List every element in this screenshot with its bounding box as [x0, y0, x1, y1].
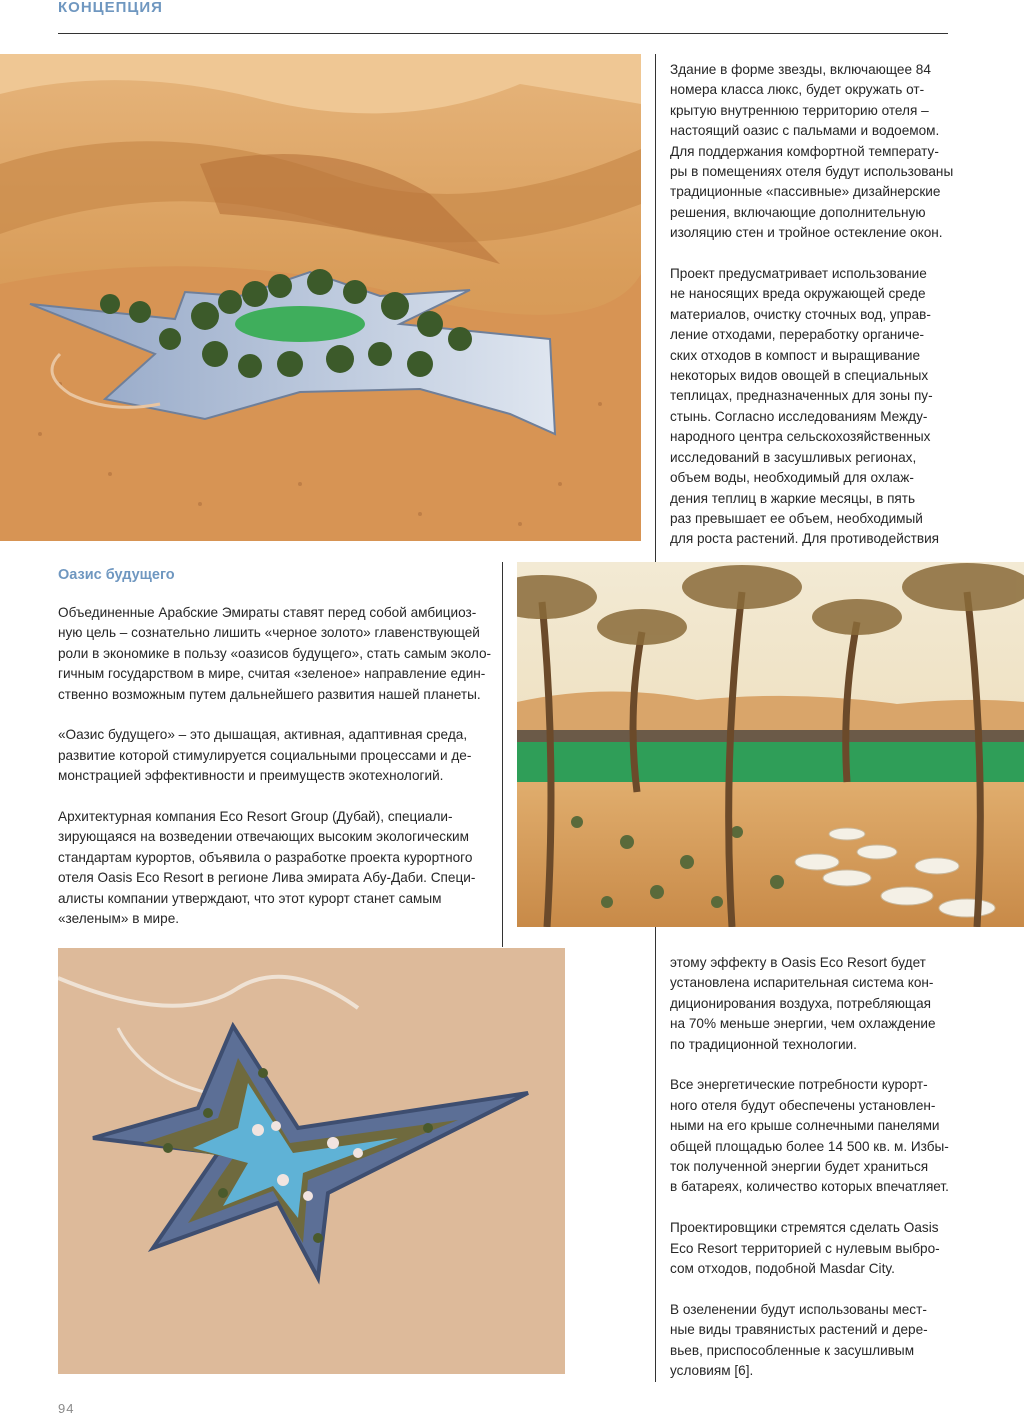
text-line: Здание в форме звезды, включающее 84 [670, 62, 931, 77]
text-line: общей площадью более 14 500 кв. м. Избы- [670, 1138, 949, 1154]
text-line: исследований в засушливых регионах, [670, 449, 917, 465]
resort-aerial-illustration [0, 54, 641, 541]
column-divider-top [655, 54, 656, 562]
text-line: зирующаяся на возведении отвечающих высоким экологическим [58, 829, 469, 845]
text-line: ные виды травянистых растений и дере- [670, 1322, 928, 1338]
paragraph-oasis-definition [58, 725, 498, 786]
text-line: по традиционной технологии. [670, 1036, 857, 1052]
text-line: алисты компании утверждают, что этот курорт станет самым [58, 890, 442, 906]
text-line: Eco Resort территорией с нулевым выбро- [670, 1240, 940, 1256]
article-subheading: Оазис будущего [58, 567, 175, 583]
left-column [58, 603, 498, 950]
text-line: монстрацией эффективности и преимуществ экотехнологий. [58, 768, 444, 784]
text-line: «Оазис будущего» – это дышащая, активная, адаптивная среда, [58, 727, 468, 743]
paragraph-cooling-system [670, 953, 970, 1055]
paragraph-landscaping [670, 1300, 970, 1382]
header-rule [58, 33, 948, 34]
text-line: ление отходами, переработку органиче- [670, 327, 925, 343]
text-line: сом отходов, подобной Masdar City. [670, 1261, 895, 1277]
text-line: некоторых видов овощей в специальных [670, 368, 929, 384]
resort-aerial-photo [0, 54, 641, 541]
oasis-palms-illustration [517, 562, 1024, 927]
text-line: Для поддержания комфортной температу- [670, 143, 939, 159]
paragraph-star-building [670, 60, 960, 244]
oasis-palms-photo [517, 562, 1024, 927]
section-label: КОНЦЕПЦИЯ [58, 0, 163, 16]
column-divider-middle [502, 562, 503, 947]
paragraph-uae-goal [58, 603, 498, 705]
resort-top-view-illustration [58, 948, 565, 1374]
text-line: Проектировщики стремятся сделать Oasis [670, 1220, 939, 1236]
paragraph-project-features [670, 264, 960, 550]
text-line: решения, включающие дополнительную [670, 204, 926, 220]
text-line: Проект предусматривает использование [670, 266, 927, 282]
text-line: Архитектурная компания Eco Resort Group (Дубай), специали- [58, 809, 453, 825]
text-line: установлена испарительная система кон- [670, 975, 934, 991]
text-line: ственно возможным путем дальнейшего развития нашей планеты. [58, 686, 481, 702]
text-line: развитие которой стимулируется социальными процессами и де- [58, 747, 472, 763]
text-line: условиям [6]. [670, 1363, 754, 1379]
text-line: для роста растений. Для противодействия [670, 531, 940, 547]
text-line: народного центра сельскохозяйственных [670, 429, 931, 445]
text-line: ток полученной энергии будет храниться [670, 1159, 929, 1175]
paragraph-eco-resort-group [58, 807, 498, 929]
text-line: стандартам курортов, объявила о разработке проекта курортного [58, 849, 473, 865]
text-line: дения теплиц в жаркие месяцы, в пять [670, 490, 916, 506]
text-line: вьев, приспособленные к засушливым [670, 1342, 915, 1358]
right-column-top [670, 60, 960, 570]
text-line: роли в экономике в пользу «оазисов будущего», стать самым эколо- [58, 645, 492, 661]
text-line: отеля Oasis Eco Resort в регионе Лива эмирата Абу-Даби. Специ- [58, 870, 476, 886]
text-line: «зеленым» в мире. [58, 911, 180, 927]
text-line: в батареях, количество которых впечатляет. [670, 1179, 949, 1195]
resort-top-view-photo [58, 948, 565, 1374]
page-number: 94 [58, 1401, 75, 1416]
text-line: гичным государством в мире, считая «зеленое» направление един- [58, 666, 486, 682]
text-line: стынь. Согласно исследованиям Между- [670, 408, 928, 424]
paragraph-solar-energy [670, 1075, 970, 1197]
text-line: ры в помещениях отеля будут использованы [670, 164, 954, 180]
text-line: ских отходов в компост и выращивание [670, 347, 921, 363]
text-line: теплицах, предназначенных для зоны пу- [670, 388, 933, 404]
text-line: раз превышает ее объем, необходимый [670, 510, 923, 526]
paragraph-zero-waste [670, 1218, 970, 1279]
text-line: на 70% меньше энергии, чем охлаждение [670, 1016, 936, 1032]
text-line: ными на его крыше солнечными панелями [670, 1118, 940, 1134]
text-line: традиционные «пассивные» дизайнерские [670, 184, 941, 200]
text-line: настоящий оазис с пальмами и водоемом. [670, 123, 940, 139]
text-line: не наносящих вреда окружающей среде [670, 286, 926, 302]
text-line: материалов, очистку сточных вод, управ- [670, 306, 931, 322]
text-line: диционирования воздуха, потребляющая [670, 995, 932, 1011]
right-column-bottom [670, 953, 970, 1402]
text-line: Объединенные Арабские Эмираты ставят перед собой амбициоз- [58, 605, 477, 620]
text-line: изоляцию стен и тройное остекление окон. [670, 225, 943, 241]
text-line: объем воды, необходимый для охлаж- [670, 470, 914, 486]
text-line: ную цель – сознательно лишить «черное золото» главенствующей [58, 625, 480, 641]
text-line: ного отеля будут обеспечены установлен- [670, 1097, 936, 1113]
text-line: Все энергетические потребности курорт- [670, 1077, 928, 1093]
text-line: В озеленении будут использованы мест- [670, 1301, 927, 1317]
text-line: крытую внутреннюю территорию отеля – [670, 102, 929, 118]
text-line: номера класса люкс, будет окружать от- [670, 82, 925, 98]
column-divider-bottom [655, 927, 656, 1382]
text-line: этому эффекту в Oasis Eco Resort будет [670, 955, 926, 970]
